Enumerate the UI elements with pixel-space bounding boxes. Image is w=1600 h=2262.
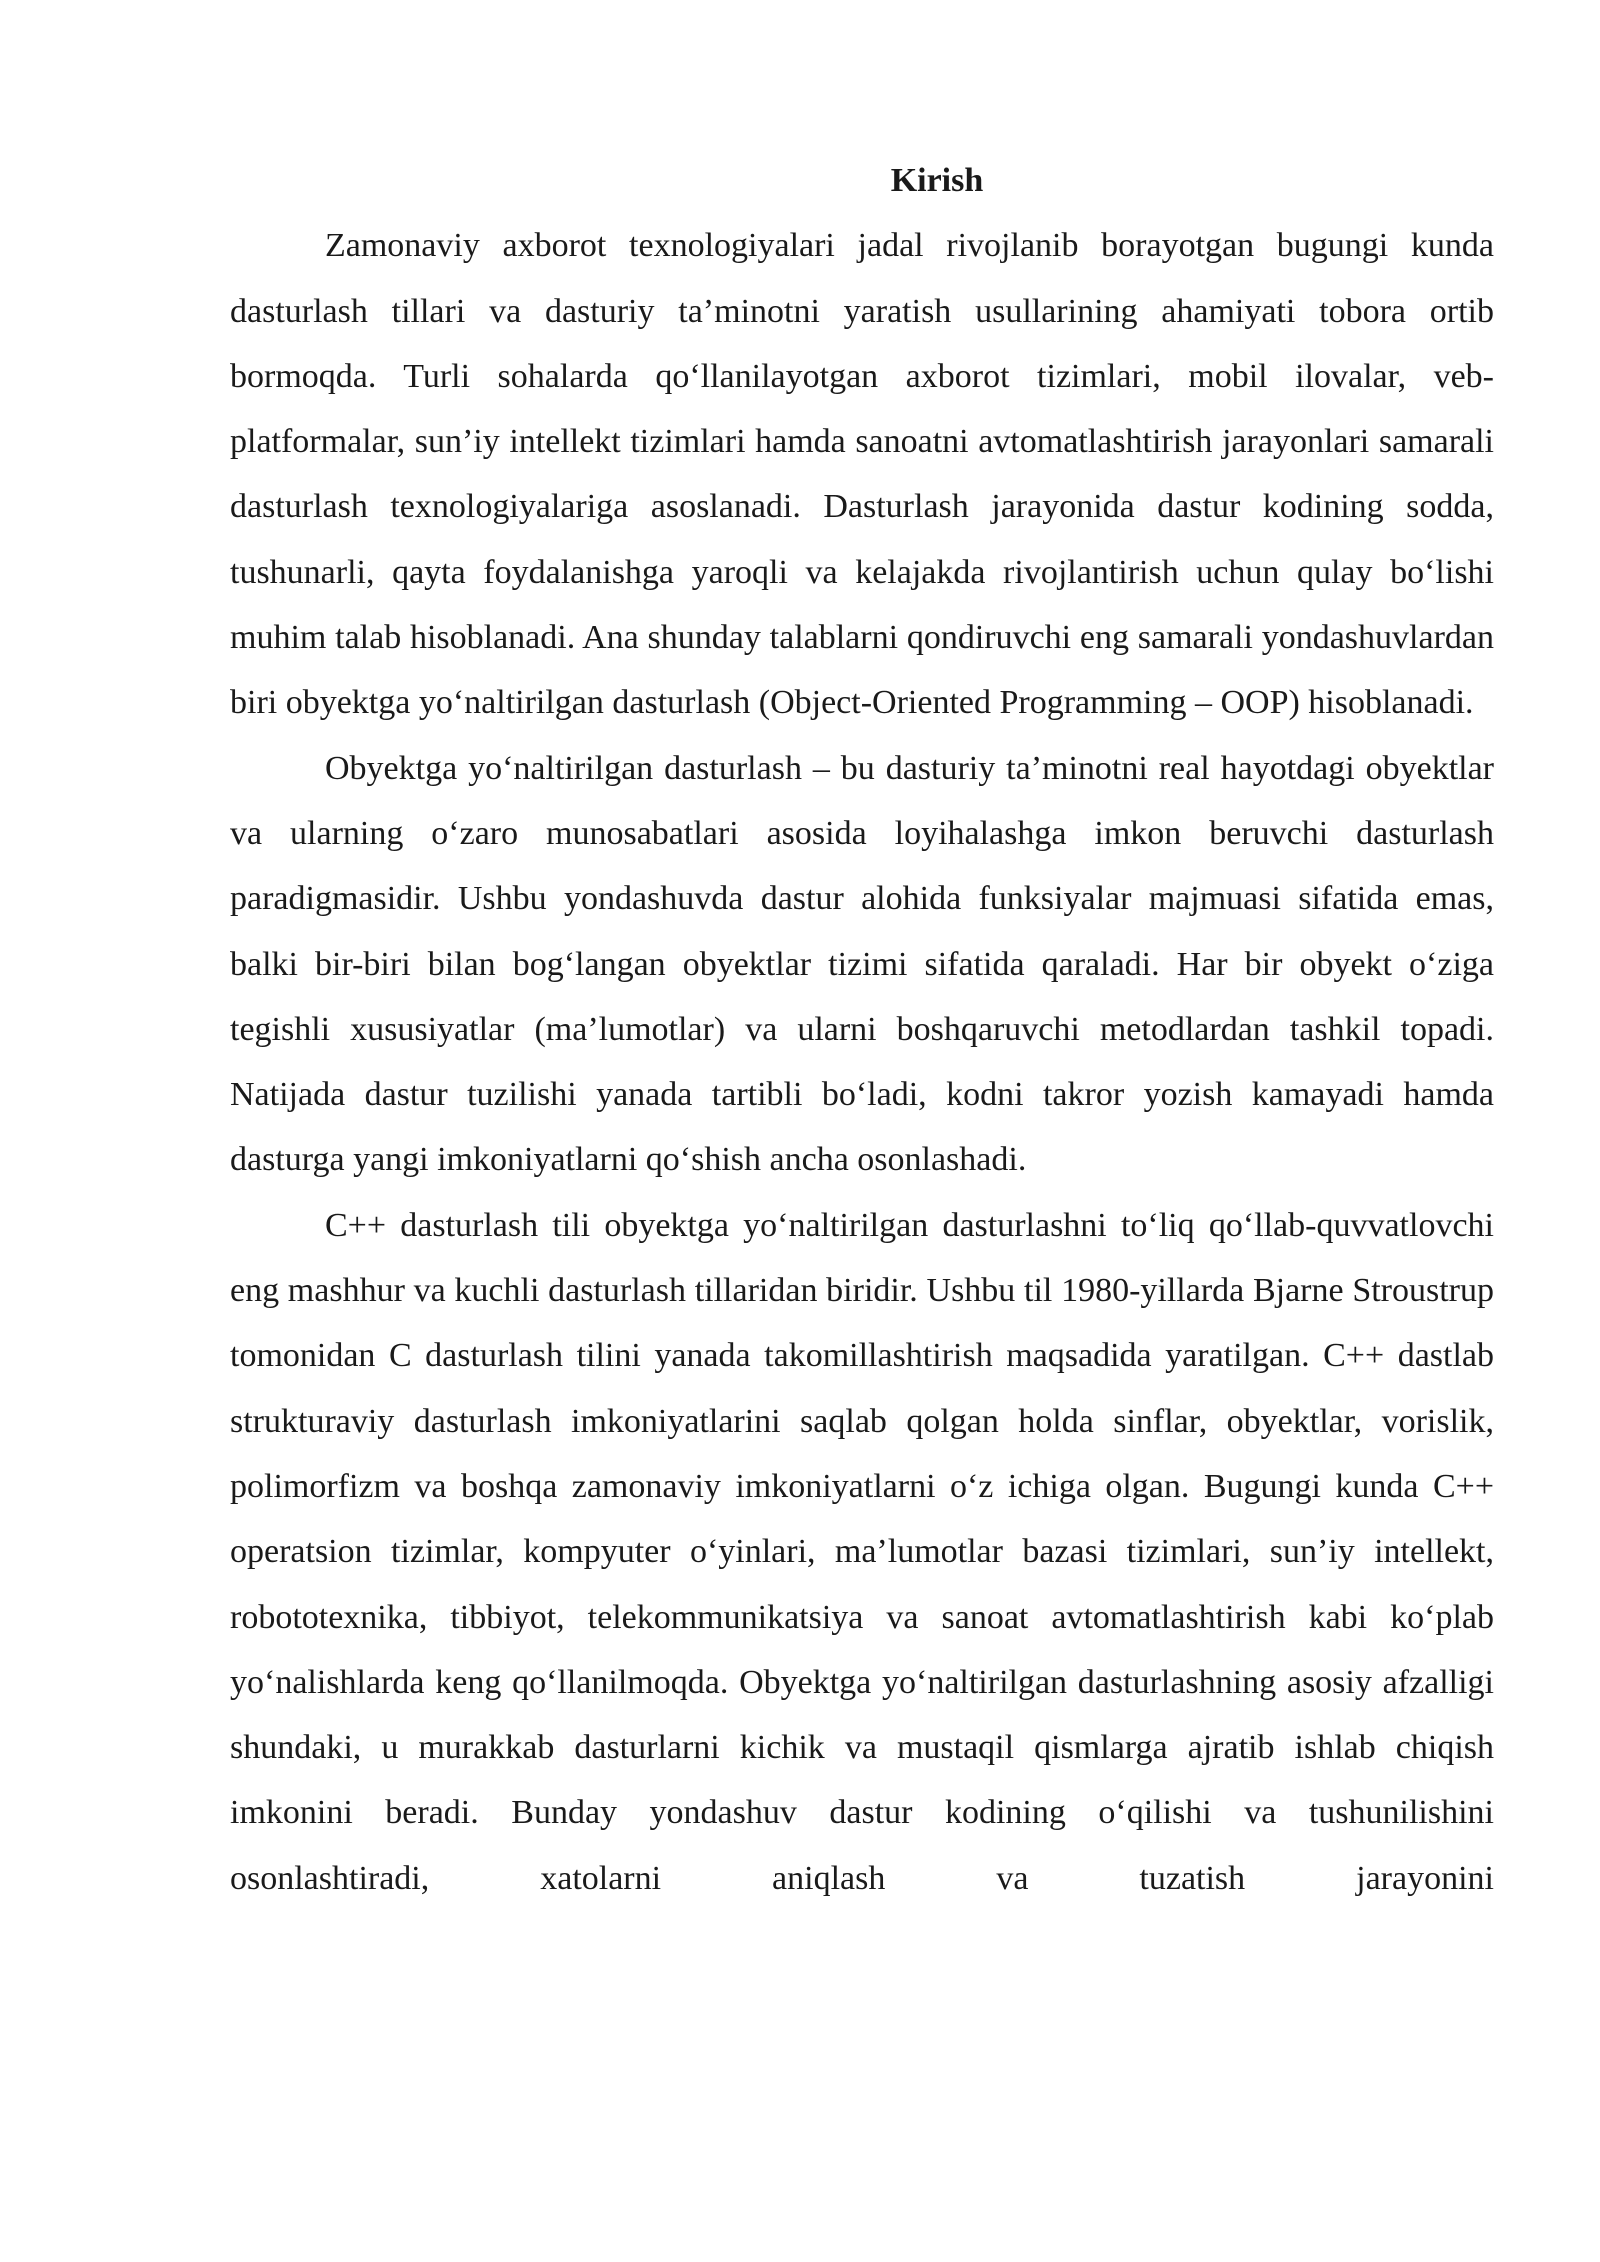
- paragraph-3: C++ dasturlash tili obyektga yo‘naltirilgan dasturlashni to‘liq qo‘llab-quvvatlovchi eng mashhur va kuchli dasturlash tillaridan biridir. Ushbu til 1980-yillarda Bjarne Stroustrup tomonidan C dasturlash tilini yanada takomillashtirish maqsadida yaratilgan. C++ dastlab strukturaviy dasturlash imkoniyatlarini saqlab qolgan holda sinflar, obyektlar, vorislik, polimorfizm va boshqa zamonaviy imkoniyatlarni o‘z ichiga olgan. Bugungi kunda C++ operatsion tizimlar, kompyuter o‘yinlari, ma’lumotlar bazasi tizimlari, sun’iy intellekt, robototexnika, tibbiyot, telekommunikatsiya va sanoat avtomatlashtirish kabi ko‘plab yo‘nalishlarda keng qo‘llanilmoqda. Obyektga yo‘naltirilgan dasturlashning asosiy afzalligi shundaki, u murakkab dasturlarni kichik va mustaqil qismlarga ajratib ishlab chiqish imkonini beradi. Bunday yondashuv dastur kodining o‘qilishi va tushunilishini osonlashtiradi, xatolarni aniqlash va tuzatish jarayonini: [230, 1206, 1494, 1897]
- section-heading: Kirish: [890, 162, 984, 199]
- paragraph-2: Obyektga yo‘naltirilgan dasturlash – bu dasturiy ta’minotni real hayotdagi obyektlar va ularning o‘zaro munosabatlari asosida loyihalashga imkon beruvchi dasturlash paradigmasidir. Ushbu yondashuvda dastur alohida funksiyalar majmuasi sifatida emas, balki bir-biri bilan bog‘langan obyektlar tizimi sifatida qaraladi. Har bir obyekt o‘ziga tegishli xususiyatlar (ma’lumotlar) va ularni boshqaruvchi metodlardan tashkil topadi. Natijada dastur tuzilishi yanada tartibli bo‘ladi, kodni takror yozish kamayadi hamda dasturga yangi imkoniyatlarni qo‘shish ancha osonlashadi.: [230, 749, 1494, 1179]
- paragraph-1: Zamonaviy axborot texnologiyalari jadal rivojlanib borayotgan bugungi kunda dasturlash tillari va dasturiy ta’minotni yaratish usullarining ahamiyati tobora ortib bormoqda. Turli sohalarda qo‘llanilayotgan axborot tizimlari, mobil ilovalar, veb-platformalar, sun’iy intellekt tizimlari hamda sanoatni avtomatlashtirish jarayonlari samarali dasturlash texnologiyalariga asoslanadi. Dasturlash jarayonida dastur kodining sodda, tushunarli, qayta foydalanishga yaroqli va kelajakda rivojlantirish uchun qulay bo‘lishi muhim talab hisoblanadi. Ana shunday talablarni qondiruvchi eng samarali yondashuvlardan biri obyektga yo‘naltirilgan dasturlash (Object-Oriented Programming – OOP) hisoblanadi.: [230, 227, 1494, 722]
- document-body: [230, 148, 1494, 1911]
